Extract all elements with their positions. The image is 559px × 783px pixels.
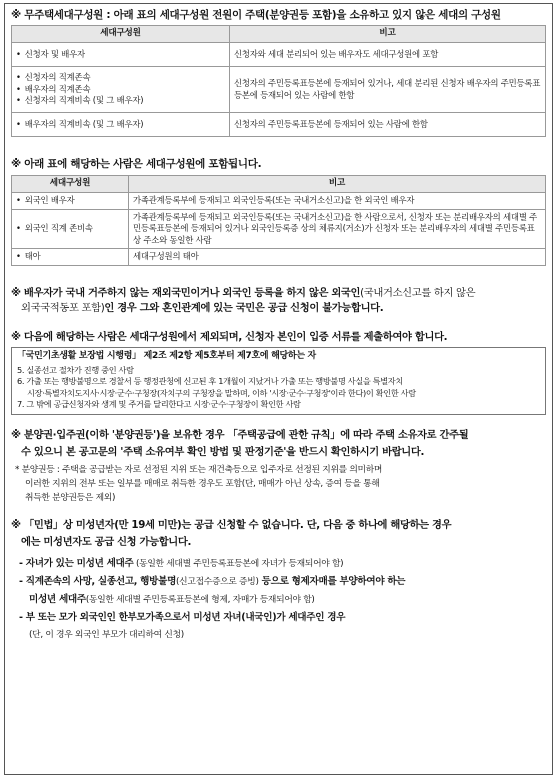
list-item: [19, 555, 546, 573]
item-text: (동일한 세대별 주민등록표등본에 형제, 자매가 등재되어야 함): [85, 594, 315, 605]
item-bold: 등으로 형제자매를 부양하여야 하는: [258, 575, 406, 587]
document-page: [4, 3, 553, 775]
list-item: 시장·특별자치도지사·시장·군수·구청장(자치구의 구청장을 말하며, 이하 '시장·군수·구청장'이라 한다)이 확인한 사람: [27, 387, 416, 398]
note-text: * 분양권등 : 주택을 공급받는 자로 선정된 지위 또는 재건축등으로 입주자로 선정된 지위를 의미하며: [15, 464, 383, 475]
list-item: [19, 573, 546, 591]
member-cell: • 외국인 배우자: [16, 195, 124, 207]
excluded-members-box: [11, 347, 546, 415]
note-cell: 세대구성원의 태아: [129, 249, 546, 266]
section-title-homeless-household: ※ 무주택세대구성원 : 아래 표의 세대구성원 전원이 주택(분양권등 포함)을 소유하고 있지 않은 세대의 구성원: [11, 9, 501, 21]
section-title-included-members: ※ 아래 표에 해당하는 사람은 세대구성원에 포함됩니다.: [11, 158, 262, 170]
note-text: ※ 배우자가 국내 거주하지 않는 재외국민이거나 외국인 등록을 하지 않은 외국인: [11, 286, 361, 299]
box-heading: 「국민기초생활 보장법 시행령」 제2조 제2항 제5호부터 제7호에 해당하는 자: [17, 350, 316, 361]
item-text: (단, 이 경우 외국인 부모가 대리하여 신청): [29, 629, 184, 640]
member-cell: • 외국인 직계 존비속: [16, 223, 124, 235]
table-row: [12, 113, 546, 137]
note-text: 수 있으니 본 공고문의 '주택 소유여부 확인 방법 및 판정기준'을 반드시 확인하시기 바랍니다.: [21, 445, 425, 458]
note-text: 이러한 지위의 전부 또는 일부를 매매로 취득한 경우도 포함(단, 매매가 아닌 상속, 증여 등을 통해: [25, 478, 380, 489]
item-bold: - 직계존속의 사망, 실종선고, 행방불명: [19, 575, 177, 587]
col-header-member: 세대구성원: [12, 26, 230, 43]
col-header-member: 세대구성원: [12, 176, 129, 193]
list-item: 6. 가출 또는 행방불명으로 경찰서 등 행정관청에 신고된 후 1개월이 지났거나 가출 또는 행방불명 사실을 특별자치: [17, 376, 403, 386]
note-text: 인 경우 그와 혼인관계에 있는 국민은 공급 신청이 불가능합니다.: [104, 301, 384, 314]
list-item: [19, 609, 546, 627]
note-text: 외국국적동포 포함): [21, 301, 105, 314]
minor-exceptions-list: [11, 555, 546, 644]
list-item: [19, 591, 546, 609]
table-row: [12, 193, 546, 210]
table-row: [12, 67, 546, 113]
member-cell: • 배우자의 직계존속: [16, 84, 225, 96]
col-header-note: 비고: [129, 176, 546, 193]
included-member-table: [11, 175, 546, 266]
list-item: 7. 그 밖에 공급신청자와 생계 및 주거를 달리한다고 시장·군수·구청장이 확인한 사람: [17, 399, 301, 409]
item-text: (신고접수증으로 증빙): [176, 576, 259, 587]
member-cell: • 태아: [16, 251, 124, 263]
note-presale-definition: [11, 463, 546, 505]
note-cell: 신청자의 주민등록표등본에 등재되어 있거나, 세대 분리된 신청자 배우자의 주민등록표등본에 등재되어 있는 사람에 한함: [230, 67, 546, 113]
list-item: [19, 627, 546, 644]
item-bold: 미성년 세대주: [29, 593, 86, 605]
note-cell: 가족관계등록부에 등재되고 외국인등록(또는 국내거소신고)을 한 사람으로서, 신청자 또는 분리배우자의 세대별 주민등록표등본에 등재되어 있거나 외국인등록증 상의 체류지(거소)가 신청자 또는 분리배우자의 세대별 주민등록표상 주소와 동일한 사람: [129, 209, 546, 249]
note-cell: 신청자와 세대 분리되어 있는 배우자도 세대구성원에 포함: [230, 43, 546, 67]
table-row: [12, 43, 546, 67]
note-spouse-abroad: [11, 286, 546, 316]
item-text: (동일한 세대별 주민등록표등본에 자녀가 등재되어야 함): [133, 558, 344, 569]
note-text: (국내거소신고를 하지 않은: [360, 286, 476, 299]
member-cell: • 신청자의 직계비속 (및 그 배우자): [16, 95, 225, 107]
note-text: ※ 분양권·입주권(이하 '분양권등')을 보유한 경우 「주택공급에 관한 규칙」에 따라 주택 소유자로 간주될: [11, 428, 469, 441]
household-member-table: [11, 25, 546, 137]
note-cell: 가족관계등록부에 등재되고 외국인등록(또는 국내거소신고)을 한 외국인 배우자: [129, 193, 546, 210]
col-header-note: 비고: [230, 26, 546, 43]
note-text: 에는 미성년자도 공급 신청 가능합니다.: [21, 535, 192, 548]
note-excluded-members-title: ※ 다음에 해당하는 사람은 세대구성원에서 제외되며, 신청자 본인이 입증 서류를 제출하여야 합니다.: [11, 330, 448, 343]
member-cell: • 배우자의 직계비속 (및 그 배우자): [16, 119, 225, 131]
item-bold: - 부 또는 모가 외국인인 한부모가족으로서 미성년 자녀(내국인)가 세대주인 경우: [19, 611, 346, 623]
note-cell: 신청자의 주민등록표등본에 등재되어 있는 사람에 한함: [230, 113, 546, 137]
table-row: [12, 249, 546, 266]
note-minors: [11, 517, 546, 551]
item-bold: - 자녀가 있는 미성년 세대주: [19, 557, 134, 569]
member-cell: • 신청자 및 배우자: [16, 49, 225, 61]
member-cell: • 신청자의 직계존속: [16, 72, 225, 84]
list-item: 5. 실종선고 절차가 진행 중인 사람: [17, 364, 134, 375]
note-text: ※ 「민법」상 미성년자(만 19세 미만)는 공급 신청할 수 없습니다. 단, 다음 중 하나에 해당하는 경우: [11, 518, 452, 531]
note-text: 취득한 분양권등은 제외): [25, 492, 116, 503]
table-row: [12, 209, 546, 249]
note-presale-rights: [11, 427, 546, 461]
